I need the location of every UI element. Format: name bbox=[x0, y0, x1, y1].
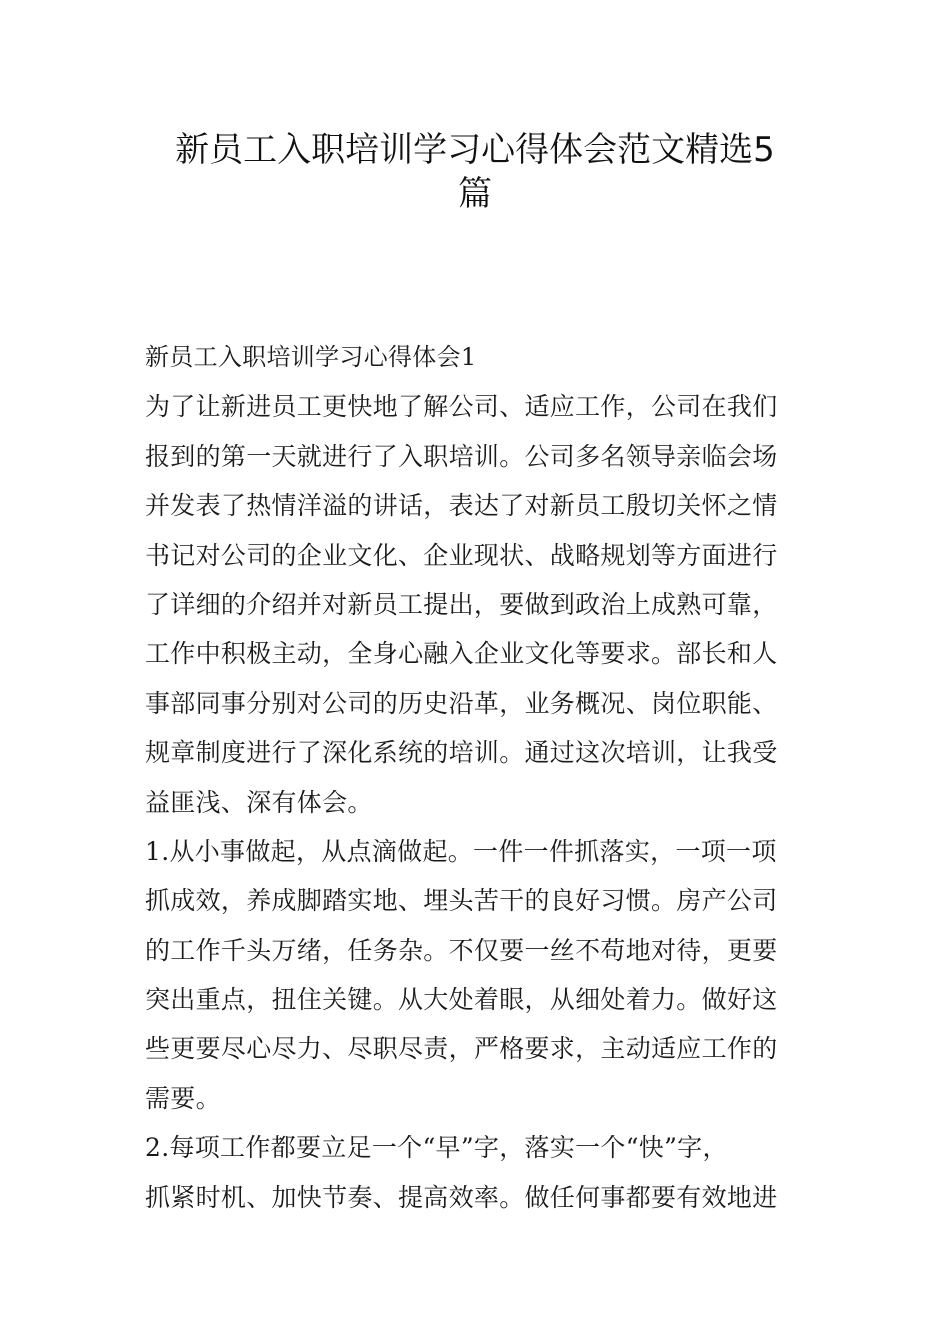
document-title bbox=[150, 128, 800, 216]
list-item-line: 的工作千头万绪，任务杂。不仅要一丝不苟地对待，更要 bbox=[145, 935, 778, 965]
list-item-line: 2.每项工作都要立足一个“早”字，落实一个“快”字， bbox=[145, 1133, 728, 1163]
paragraph-line: 报到的第一天就进行了入职培训。公司多名领导亲临会场 bbox=[145, 441, 778, 471]
paragraph-line: 工作中积极主动，全身心融入企业文化等要求。部长和人 bbox=[145, 639, 778, 669]
paragraph-line: 规章制度进行了深化系统的培训。通过这次培训，让我受 bbox=[145, 738, 778, 768]
paragraph-line: 为了让新进员工更快地了解公司、适应工作，公司在我们 bbox=[145, 392, 778, 422]
list-item-line: 需要。 bbox=[145, 1083, 221, 1113]
paragraph-line: 并发表了热情洋溢的讲话，表达了对新员工殷切关怀之情 bbox=[145, 491, 778, 521]
list-item-line: 抓紧时机、加快节奏、提高效率。做任何事都要有效地进 bbox=[145, 1182, 778, 1212]
title-line-2: 篇 bbox=[458, 174, 492, 214]
document-body bbox=[145, 333, 810, 1222]
paragraph-line: 书记对公司的企业文化、企业现状、战略规划等方面进行 bbox=[145, 540, 778, 570]
paragraph-line: 事部同事分别对公司的历史沿革，业务概况、岗位职能、 bbox=[145, 688, 778, 718]
list-item-line: 抓成效，养成脚踏实地、埋头苦干的良好习惯。房产公司 bbox=[145, 886, 778, 916]
paragraph-line: 益匪浅、深有体会。 bbox=[145, 787, 373, 817]
title-line-1: 新员工入职培训学习心得体会范文精选5 bbox=[175, 130, 775, 170]
section-subheading: 新员工入职培训学习心得体会1 bbox=[145, 343, 477, 371]
paragraph-line: 了详细的介绍并对新员工提出，要做到政治上成熟可靠， bbox=[145, 589, 778, 619]
list-item-line: 突出重点，扭住关键。从大处着眼，从细处着力。做好这 bbox=[145, 985, 778, 1015]
list-item-line: 1.从小事做起，从点滴做起。一件一件抓落实，一项一项 bbox=[145, 836, 777, 866]
list-item-line: 些更要尽心尽力、尽职尽责，严格要求，主动适应工作的 bbox=[145, 1034, 778, 1064]
